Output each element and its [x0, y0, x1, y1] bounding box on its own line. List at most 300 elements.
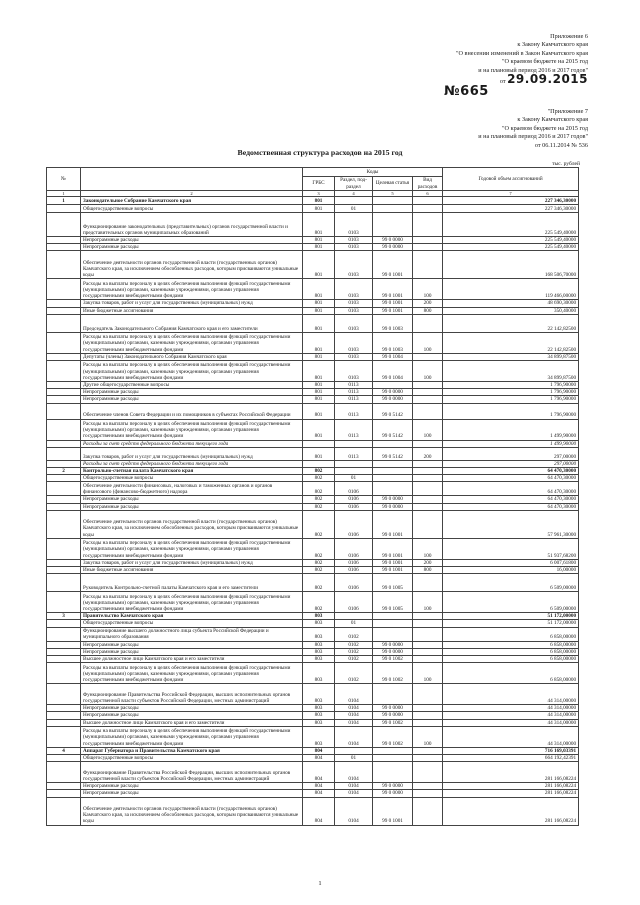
- table-row: [47, 755, 579, 762]
- row-section: 0106: [335, 574, 373, 592]
- row-amount: 16,00000: [443, 567, 579, 574]
- row-type: [413, 353, 443, 360]
- row-name: Законодательное Собрание Камчатского края: [81, 197, 303, 205]
- column-number: 3: [303, 191, 335, 197]
- row-grbs: 803: [303, 641, 335, 648]
- table-row: [47, 783, 579, 790]
- table-row: [47, 314, 579, 332]
- row-name: Непрограммные расходы: [81, 396, 303, 403]
- row-number: [47, 627, 81, 641]
- row-amount: 44 314,00000: [443, 719, 579, 726]
- table-row: [47, 613, 579, 620]
- column-header-grbs: ГРБС: [303, 177, 335, 191]
- row-name: Закупка товаров, работ и услуг для государственных (муниципальных) нужд: [81, 300, 303, 307]
- row-number: [47, 475, 81, 482]
- row-number: [47, 447, 81, 460]
- row-section: 0113: [335, 396, 373, 403]
- appendix-header: [444, 33, 588, 100]
- law-title-line-1: "О внесении изменений в Закон Камчатского края: [456, 49, 588, 57]
- row-section: 0106: [335, 592, 373, 613]
- row-number: [47, 663, 81, 684]
- row-grbs: 801: [303, 244, 335, 251]
- row-section: [335, 468, 373, 475]
- row-amount: 64 470,30000: [443, 475, 579, 482]
- row-type: [413, 503, 443, 510]
- row-amount: 225 549,40000: [443, 244, 579, 251]
- row-section: 0104: [335, 719, 373, 726]
- row-number: [47, 244, 81, 251]
- table-row: [47, 213, 579, 237]
- row-section: 0103: [335, 353, 373, 360]
- previous-law-reference: к Закону Камчатского края: [517, 116, 588, 124]
- column-number: 4: [335, 191, 373, 197]
- row-grbs: 804: [303, 755, 335, 762]
- row-amount: 64 470,30000: [443, 468, 579, 475]
- row-name: Расходы на выплаты персоналу в целях обеспечения выполнения функций государственными (муниципальными) органами, казенными учреждениями, органами управления государственными внебюджетными фондами: [81, 592, 303, 613]
- previous-law-title-line-2: и на плановый период 2016 и 2017 годов": [478, 133, 588, 141]
- row-name: Непрограммные расходы: [81, 237, 303, 244]
- row-number: [47, 559, 81, 566]
- row-grbs: 804: [303, 762, 335, 783]
- row-target: 99 0 1003: [373, 332, 413, 353]
- row-name: Закупка товаров, работ и услуг для государственных (муниципальных) нужд: [81, 447, 303, 460]
- row-number: [47, 307, 81, 314]
- row-number: [47, 389, 81, 396]
- row-target: 99 0 1001: [373, 307, 413, 314]
- row-name: Функционирование Правительства Российской Федерации, высших исполнительных органов государственной власти субъектов Российской Федерации, местных администраций: [81, 762, 303, 783]
- row-type: [413, 684, 443, 705]
- row-name: Обеспечение деятельности органов государственной власти (государственных органов) Камчатского края, за исключением обособленных расходов, которым присваиваются уникальные коды: [81, 797, 303, 825]
- units-label: тыс. рублей: [552, 161, 580, 167]
- row-amount: 44 314,00000: [443, 726, 579, 747]
- column-number: 5: [373, 191, 413, 197]
- handwritten-number: №665: [444, 84, 489, 100]
- row-grbs: 803: [303, 648, 335, 655]
- row-grbs: 801: [303, 403, 335, 419]
- row-grbs: 804: [303, 797, 335, 825]
- row-amount: 225 549,40000: [443, 237, 579, 244]
- table-row: [47, 712, 579, 719]
- table-row: [47, 353, 579, 360]
- row-target: 99 0 0000: [373, 237, 413, 244]
- row-amount: 6 509,00000: [443, 592, 579, 613]
- column-header-number: №: [47, 168, 81, 191]
- row-section: 0106: [335, 538, 373, 559]
- row-name: Расходы на выплаты персоналу в целях обеспечения выполнения функций государственными (муниципальными) органами, казенными учреждениями, органами управления государственными внебюджетными фондами: [81, 726, 303, 747]
- row-amount: 225 549,40000: [443, 213, 579, 237]
- row-amount: 1 796,90000: [443, 396, 579, 403]
- row-name: Высшее должностное лицо Камчатского края и его заместители: [81, 656, 303, 663]
- row-number: [47, 790, 81, 797]
- row-target: [373, 440, 413, 447]
- row-number: [47, 620, 81, 627]
- table-row: [47, 567, 579, 574]
- row-name: Непрограммные расходы: [81, 389, 303, 396]
- row-section: 0103: [335, 314, 373, 332]
- row-amount: 34 899,87500: [443, 361, 579, 382]
- row-type: 200: [413, 559, 443, 566]
- table-row: [47, 382, 579, 389]
- row-section: 0104: [335, 712, 373, 719]
- row-target: 99 0 0000: [373, 396, 413, 403]
- row-amount: 51 937,68200: [443, 538, 579, 559]
- row-name: Расходы на выплаты персоналу в целях обеспечения выполнения функций государственными (муниципальными) органами, казенными учреждениями, органами управления государственными внебюджетными фондами: [81, 279, 303, 300]
- row-number: [47, 440, 81, 447]
- row-type: [413, 712, 443, 719]
- row-type: [413, 382, 443, 389]
- row-grbs: 803: [303, 656, 335, 663]
- table-row: [47, 620, 579, 627]
- row-amount: 6 858,00000: [443, 641, 579, 648]
- row-section: 0102: [335, 641, 373, 648]
- row-grbs: 802: [303, 482, 335, 496]
- row-number: [47, 797, 81, 825]
- row-grbs: 802: [303, 592, 335, 613]
- table-row: [47, 244, 579, 251]
- row-target: 99 0 1001: [373, 559, 413, 566]
- row-amount: 281 166,08224: [443, 783, 579, 790]
- row-section: 0113: [335, 403, 373, 419]
- row-section: 0104: [335, 783, 373, 790]
- row-number: 3: [47, 613, 81, 620]
- row-type: [413, 440, 443, 447]
- row-amount: 1 499,90000: [443, 440, 579, 447]
- table-row: [47, 719, 579, 726]
- row-number: [47, 496, 81, 503]
- row-grbs: 803: [303, 712, 335, 719]
- row-type: [413, 197, 443, 205]
- row-target: 99 0 1002: [373, 656, 413, 663]
- document-title: Ведомственная структура расходов на 2015 год: [237, 148, 403, 157]
- row-name: Расходы на выплаты персоналу в целях обеспечения выполнения функций государственными (муниципальными) органами, казенными учреждениями, органами управления государственными внебюджетными фондами: [81, 332, 303, 353]
- row-grbs: [303, 440, 335, 447]
- row-number: [47, 592, 81, 613]
- row-section: [335, 460, 373, 467]
- row-section: 0104: [335, 705, 373, 712]
- row-name: Функционирование высшего должностного лица субъекта Российской Федерации и муниципального образования: [81, 627, 303, 641]
- row-number: [47, 719, 81, 726]
- row-number: [47, 705, 81, 712]
- row-name: Расходы за счет средств федерального бюджета текущего года: [81, 460, 303, 467]
- row-section: 0103: [335, 300, 373, 307]
- row-type: [413, 755, 443, 762]
- row-target: 99 0 0000: [373, 641, 413, 648]
- row-target: 99 0 0000: [373, 790, 413, 797]
- table-row: [47, 419, 579, 440]
- row-type: [413, 475, 443, 482]
- row-type: 200: [413, 447, 443, 460]
- row-name: Функционирование законодательных (представительных) органов государственной власти и представительных органов муниципальных образований: [81, 213, 303, 237]
- row-number: [47, 726, 81, 747]
- row-number: [47, 510, 81, 538]
- table-row: [47, 403, 579, 419]
- row-section: 0106: [335, 482, 373, 496]
- column-header-section: Раздел, под-раздел: [335, 177, 373, 191]
- row-type: [413, 460, 443, 467]
- row-type: [413, 403, 443, 419]
- row-number: [47, 656, 81, 663]
- row-type: [413, 641, 443, 648]
- row-number: [47, 641, 81, 648]
- law-title-line-2: "О краевом бюджете на 2015 год: [502, 58, 588, 66]
- row-type: [413, 797, 443, 825]
- row-number: [47, 783, 81, 790]
- row-section: 0102: [335, 627, 373, 641]
- row-amount: 44 314,00000: [443, 712, 579, 719]
- row-type: [413, 790, 443, 797]
- column-header-name: [81, 168, 303, 191]
- row-target: [373, 747, 413, 754]
- row-target: 99 0 5142: [373, 447, 413, 460]
- table-row: [47, 205, 579, 213]
- row-type: 800: [413, 307, 443, 314]
- row-target: 99 0 0000: [373, 496, 413, 503]
- row-target: 99 0 0000: [373, 648, 413, 655]
- row-section: [335, 440, 373, 447]
- row-type: 200: [413, 300, 443, 307]
- row-grbs: 801: [303, 197, 335, 205]
- row-grbs: 801: [303, 382, 335, 389]
- row-amount: 34 899,87500: [443, 353, 579, 360]
- row-target: [373, 460, 413, 467]
- row-amount: 48 690,30000: [443, 300, 579, 307]
- row-section: 0106: [335, 510, 373, 538]
- row-type: [413, 620, 443, 627]
- table-row: [47, 627, 579, 641]
- row-amount: 6 007,61800: [443, 559, 579, 566]
- row-number: [47, 460, 81, 467]
- row-target: [373, 613, 413, 620]
- row-section: 01: [335, 755, 373, 762]
- row-section: 0104: [335, 797, 373, 825]
- table-row: [47, 361, 579, 382]
- row-target: 99 0 0000: [373, 244, 413, 251]
- row-amount: 6 858,00000: [443, 663, 579, 684]
- row-number: [47, 762, 81, 783]
- table-body: [47, 197, 579, 826]
- row-type: [413, 496, 443, 503]
- row-section: 0106: [335, 567, 373, 574]
- table-row: [47, 496, 579, 503]
- row-section: 01: [335, 620, 373, 627]
- row-type: 100: [413, 361, 443, 382]
- row-target: 99 0 1001: [373, 300, 413, 307]
- row-name: Контрольно-счетная палата Камчатского края: [81, 468, 303, 475]
- row-amount: 22 142,82500: [443, 314, 579, 332]
- row-target: 99 0 1004: [373, 353, 413, 360]
- row-name: Иные бюджетные ассигнования: [81, 307, 303, 314]
- table-row: [47, 332, 579, 353]
- row-target: 99 0 1001: [373, 538, 413, 559]
- table-row: [47, 641, 579, 648]
- row-target: [373, 627, 413, 641]
- row-type: [413, 314, 443, 332]
- row-type: [413, 613, 443, 620]
- row-name: Иные бюджетные ассигнования: [81, 567, 303, 574]
- row-name: Аппарат Губернатора и Правительства Камчатского края: [81, 747, 303, 754]
- row-target: 99 0 1001: [373, 279, 413, 300]
- row-amount: 281 166,08224: [443, 797, 579, 825]
- row-type: 100: [413, 592, 443, 613]
- table-row: [47, 300, 579, 307]
- row-grbs: 801: [303, 447, 335, 460]
- row-grbs: 802: [303, 574, 335, 592]
- row-number: 1: [47, 197, 81, 205]
- table-row: [47, 747, 579, 754]
- row-name: Непрограммные расходы: [81, 496, 303, 503]
- row-target: [373, 382, 413, 389]
- row-number: [47, 648, 81, 655]
- row-target: [373, 684, 413, 705]
- row-section: 0102: [335, 663, 373, 684]
- row-number: [47, 403, 81, 419]
- table-row: [47, 726, 579, 747]
- row-number: [47, 279, 81, 300]
- table-row: [47, 237, 579, 244]
- row-section: [335, 197, 373, 205]
- row-name: Председатель Законодательного Собрания Камчатского края и его заместители: [81, 314, 303, 332]
- row-grbs: 801: [303, 300, 335, 307]
- row-amount: 1 499,90000: [443, 419, 579, 440]
- row-section: 0106: [335, 559, 373, 566]
- law-reference: к Закону Камчатского края: [517, 41, 588, 49]
- row-type: [413, 705, 443, 712]
- row-target: 99 0 0000: [373, 389, 413, 396]
- date-prefix: от: [499, 78, 506, 86]
- row-section: 0104: [335, 762, 373, 783]
- table-row: [47, 447, 579, 460]
- row-type: [413, 648, 443, 655]
- row-section: [335, 613, 373, 620]
- row-amount: 119 466,00000: [443, 279, 579, 300]
- row-name: Непрограммные расходы: [81, 503, 303, 510]
- row-target: 99 0 1001: [373, 567, 413, 574]
- row-amount: 6 858,00000: [443, 656, 579, 663]
- row-type: 100: [413, 279, 443, 300]
- table-row: [47, 482, 579, 496]
- row-grbs: 801: [303, 361, 335, 382]
- row-amount: 51 172,00000: [443, 613, 579, 620]
- row-target: 99 0 1005: [373, 574, 413, 592]
- row-section: 0103: [335, 251, 373, 279]
- row-name: Непрограммные расходы: [81, 244, 303, 251]
- table-row: [47, 790, 579, 797]
- row-amount: 6 509,00000: [443, 574, 579, 592]
- row-grbs: 801: [303, 314, 335, 332]
- row-target: 99 0 1001: [373, 251, 413, 279]
- row-amount: 297,00000: [443, 447, 579, 460]
- row-target: [373, 762, 413, 783]
- row-name: Руководитель Контрольно-счетной палаты Камчатского края и его заместители: [81, 574, 303, 592]
- row-target: 99 0 1002: [373, 726, 413, 747]
- row-name: Непрограммные расходы: [81, 641, 303, 648]
- row-type: [413, 783, 443, 790]
- row-number: [47, 314, 81, 332]
- previous-appendix-label: "Приложение 7: [547, 108, 588, 115]
- row-target: 99 0 1001: [373, 510, 413, 538]
- row-target: [373, 755, 413, 762]
- row-name: Общегосударственные вопросы: [81, 475, 303, 482]
- row-amount: 44 314,00000: [443, 684, 579, 705]
- row-type: [413, 205, 443, 213]
- row-target: [373, 205, 413, 213]
- row-grbs: 802: [303, 468, 335, 475]
- row-amount: 168 506,70000: [443, 251, 579, 279]
- row-name: Общегосударственные вопросы: [81, 620, 303, 627]
- row-name: Расходы на выплаты персоналу в целях обеспечения выполнения функций государственными (муниципальными) органами, казенными учреждениями, органами управления государственными внебюджетными фондами: [81, 538, 303, 559]
- row-name: Функционирование Правительства Российской Федерации, высших исполнительных органов государственной власти субъектов Российской Федерации, местных администраций: [81, 684, 303, 705]
- row-amount: 57 961,30000: [443, 510, 579, 538]
- column-number: 1: [47, 191, 81, 197]
- row-target: 99 0 0000: [373, 705, 413, 712]
- row-type: [413, 762, 443, 783]
- row-type: 100: [413, 538, 443, 559]
- table-row: [47, 656, 579, 663]
- row-name: Обеспечение деятельности финансовых, налоговых и таможенных органов и органов финансового (финансово-бюджетного) надзора: [81, 482, 303, 496]
- row-amount: 6 858,00000: [443, 648, 579, 655]
- row-section: 0104: [335, 684, 373, 705]
- row-number: [47, 332, 81, 353]
- row-amount: 6 858,00000: [443, 627, 579, 641]
- table-row: [47, 592, 579, 613]
- row-section: 01: [335, 475, 373, 482]
- row-amount: 664 192,42391: [443, 755, 579, 762]
- table-row: [47, 559, 579, 566]
- row-section: 0106: [335, 496, 373, 503]
- row-target: 99 0 1003: [373, 314, 413, 332]
- row-grbs: 803: [303, 613, 335, 620]
- row-name: Обеспечение деятельности органов государственной власти (государственных органов) Камчатского края, за исключением обособленных расходов, которым присваиваются уникальные коды: [81, 251, 303, 279]
- row-target: 99 0 5142: [373, 419, 413, 440]
- row-grbs: 804: [303, 747, 335, 754]
- row-section: 0113: [335, 382, 373, 389]
- table-row: [47, 797, 579, 825]
- row-amount: 1 796,90000: [443, 382, 579, 389]
- row-number: 4: [47, 747, 81, 754]
- row-number: [47, 574, 81, 592]
- row-type: [413, 237, 443, 244]
- table-row: [47, 684, 579, 705]
- row-amount: 350,40000: [443, 307, 579, 314]
- row-section: 01: [335, 205, 373, 213]
- row-section: 0103: [335, 279, 373, 300]
- row-grbs: 801: [303, 307, 335, 314]
- row-grbs: 801: [303, 205, 335, 213]
- row-number: [47, 353, 81, 360]
- law-number-line: [444, 84, 588, 100]
- row-amount: 297,00000: [443, 460, 579, 467]
- row-target: [373, 475, 413, 482]
- column-header-target: Целевая статья: [373, 177, 413, 191]
- row-name: Непрограммные расходы: [81, 705, 303, 712]
- row-amount: 227 346,30000: [443, 197, 579, 205]
- row-number: [47, 213, 81, 237]
- row-target: [373, 468, 413, 475]
- row-grbs: 802: [303, 475, 335, 482]
- row-grbs: 801: [303, 332, 335, 353]
- column-number: 6: [413, 191, 443, 197]
- row-number: [47, 205, 81, 213]
- row-type: 800: [413, 567, 443, 574]
- row-name: Непрограммные расходы: [81, 783, 303, 790]
- row-type: [413, 396, 443, 403]
- table-row: [47, 648, 579, 655]
- row-target: [373, 213, 413, 237]
- row-grbs: 803: [303, 684, 335, 705]
- row-target: [373, 620, 413, 627]
- row-target: [373, 482, 413, 496]
- page-number: 1: [318, 880, 322, 887]
